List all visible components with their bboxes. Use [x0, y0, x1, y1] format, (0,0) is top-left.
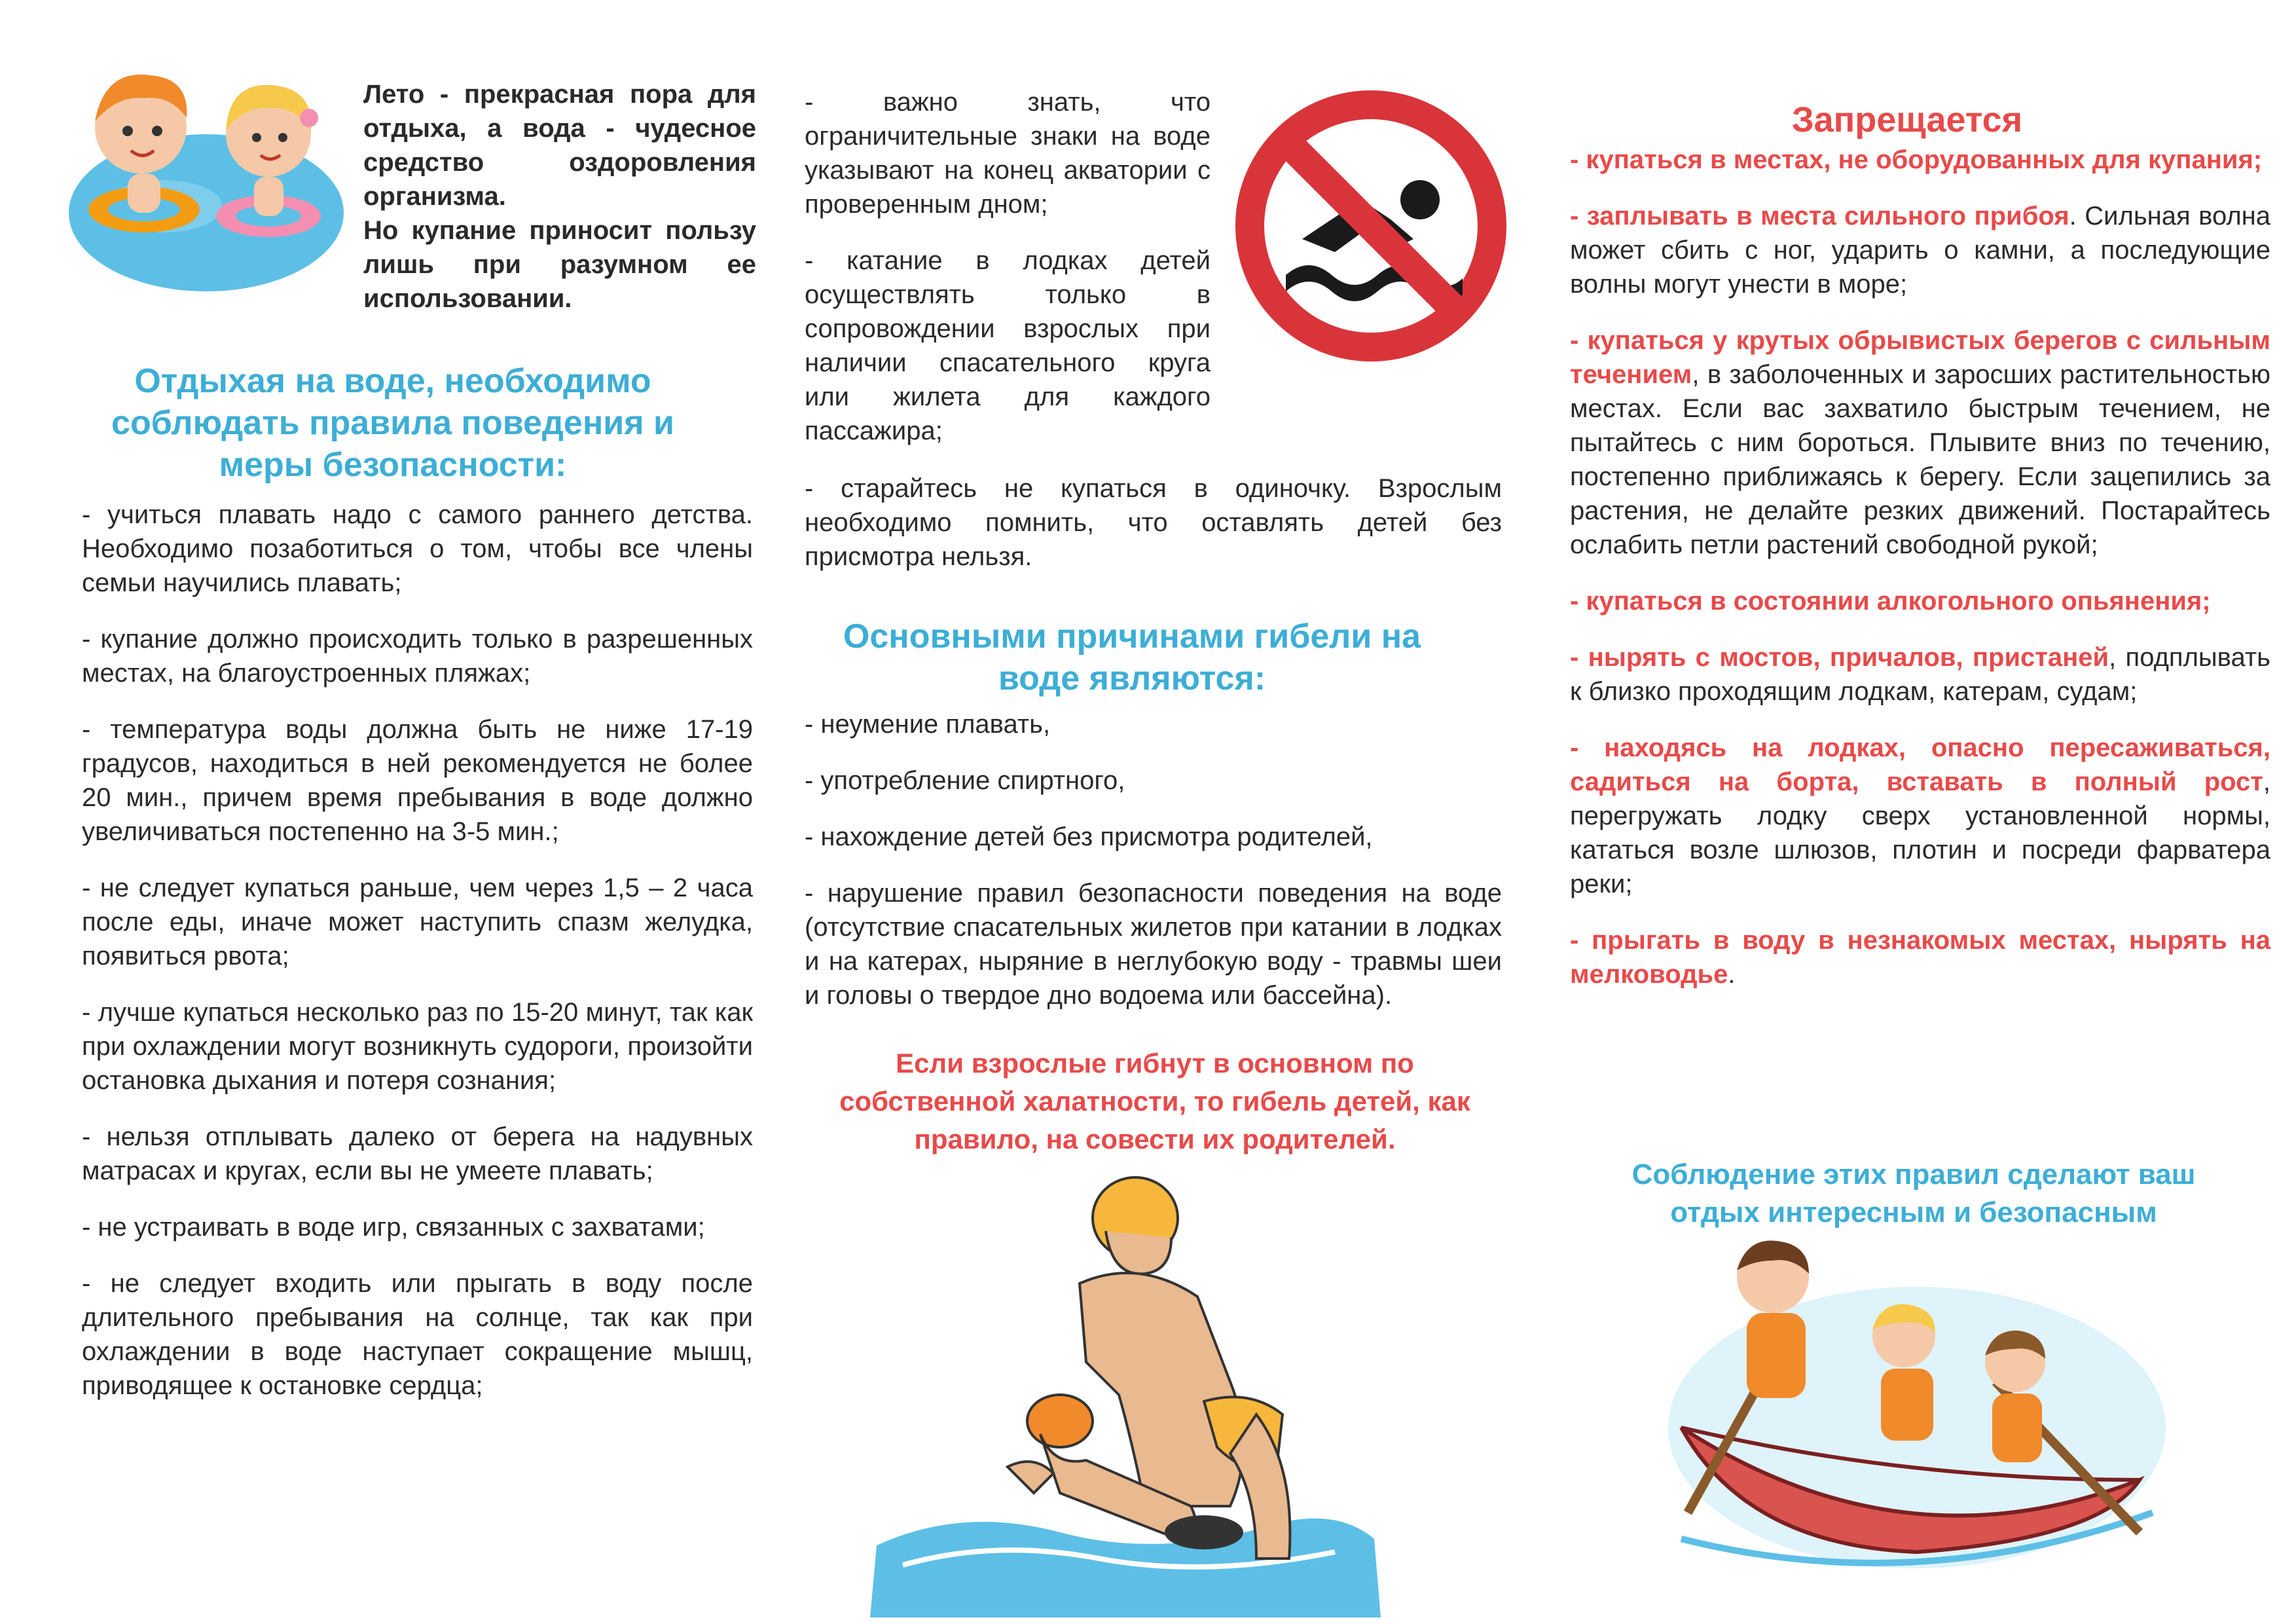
forbidden-item-red: - купаться в состоянии алкогольного опьянения; — [1570, 587, 2211, 616]
forbidden-item-rest: , перегружать лодку сверх установленной нормы, кататься возле шлюзов, плотин и посреди фарватера реки; — [1570, 767, 2270, 898]
alone-item: - старайтесь не купаться в одиночку. Взрослым необходимо помнить, что оставлять детей без присмотра нельзя. — [805, 474, 1502, 571]
no-swimming-sign-icon — [1230, 85, 1512, 367]
forbidden-heading: Запрещается — [1791, 100, 2023, 139]
middle-panel — [765, 0, 1531, 1624]
rule-item: - купание должно происходить только в разрешенных местах, на благоустроенных пляжах; — [82, 625, 753, 688]
cause-item: - нахождение детей без присмотра родителей, — [805, 822, 1373, 851]
forbidden-item — [1570, 199, 2270, 301]
forbidden-item — [1570, 584, 2270, 618]
forbidden-list — [1570, 143, 2270, 1014]
kids-boat-icon — [1642, 1231, 2179, 1585]
left-panel — [0, 0, 765, 1624]
rules-heading: Отдыхая на воде, необходимо соблюдать правила поведения и меры безопасности: — [111, 362, 674, 484]
warning-text: Если взрослые гибнут в основном по собственной халатности, то гибель детей, как правило, на совести их родителей. — [839, 1048, 1470, 1154]
forbidden-item-red: - заплывать в места сильного прибоя — [1570, 202, 2069, 231]
intro-text: Лето - прекрасная пора для отдыха, а вода - чудесное средство оздоровления организма. Но купание приносит пользу лишь при разумном ее использовании. — [363, 80, 756, 313]
right-panel — [1531, 0, 2296, 1624]
rule-item: - лучше купаться несколько раз по 15-20 минут, так как при охлаждении могут возникнуть судороги, произойти остановка дыхания и потеря сознания; — [82, 998, 753, 1095]
forbidden-item-red: - нырять с мостов, причалов, пристаней — [1570, 643, 2109, 672]
forbidden-item-rest: . Сильная волна может сбить с ног, ударить о камни, а последующие волны могут унести в море; — [1570, 202, 2270, 299]
causes-heading: Основными причинами гибели на воде являются: — [843, 618, 1421, 697]
forbidden-item — [1570, 143, 2270, 177]
rule-item: - температура воды должна быть не ниже 17-19 градусов, находиться в ней рекомендуется не более 20 мин., причем время пребывания в воде должно увеличиваться постепенно на 3-5 мин.; — [82, 715, 753, 846]
causes-list — [805, 707, 1502, 1012]
middle-item: - катание в лодках детей осуществлять только в сопровождении взрослых при наличии спасательного круга или жилета для каждого пассажира; — [805, 246, 1211, 445]
forbidden-item-red: - находясь на лодках, опасно пересаживаться, садиться на борта, вставать в полный рост — [1570, 733, 2270, 796]
forbidden-item — [1570, 923, 2270, 991]
cause-item: - неумение плавать, — [805, 710, 1051, 739]
middle-top-list — [805, 85, 1211, 470]
forbidden-item-rest: , подплывать к близко проходящим лодкам, катерам, судам; — [1570, 643, 2270, 706]
kids-swimming-icon — [65, 56, 347, 298]
forbidden-item — [1570, 640, 2270, 709]
forbidden-item-rest: . — [1728, 960, 1736, 989]
rule-item: - не следует купаться раньше, чем через 1,5 – 2 часа после еды, иначе может наступить спазм желудка, появиться рвота; — [82, 874, 753, 970]
rule-item: - не устраивать в воде игр, связанных с захватами; — [82, 1213, 705, 1242]
forbidden-item-red: - купаться у крутых обрывистых берегов с сильным течением — [1570, 326, 2270, 389]
middle-item: - важно знать, что ограничительные знаки на воде указывают на конец акватории с проверенным дном; — [805, 88, 1211, 219]
rules-list — [82, 498, 753, 1425]
closing-text: Соблюдение этих правил сделают ваш отдых интересным и безопасным — [1631, 1158, 2196, 1228]
forbidden-item — [1570, 731, 2270, 901]
lifeguard-rescue-icon — [864, 1166, 1387, 1617]
rule-item: - учиться плавать надо с самого раннего детства. Необходимо позаботиться о том, чтобы все члены семьи научились плавать; — [82, 500, 753, 597]
rule-item: - нельзя отплывать далеко от берега на надувных матрасах и кругах, если вы не умеете плавать; — [82, 1122, 753, 1185]
cause-item: - нарушение правил безопасности поведения на воде (отсутствие спасательных жилетов при катании в лодках и на катерах, ныряние в неглубокую воду - травмы шеи и головы о твердое дно водоема или бассейна). — [805, 879, 1502, 1010]
forbidden-item-rest: , в заболоченных и заросших растительностью местах. Если вас захватило быстрым течением, не пытайтесь с ним бороться. Плывите вниз по течению, постепенно приближаясь к берегу. Если зацепились за растения, не делайте резких движений. Постарайтесь ослабить петли растений свободной рукой; — [1570, 360, 2270, 559]
forbidden-item-red: - прыгать в воду в незнакомых местах, нырять на мелководье — [1570, 926, 2270, 989]
rule-item: - не следует входить или прыгать в воду после длительного пребывания на солнце, так как при охлаждении в воде наступает сокращение мышц, приводящее к остановке сердца; — [82, 1269, 753, 1400]
forbidden-item-red: - купаться в местах, не оборудованных для купания; — [1570, 145, 2263, 174]
cause-item: - употребление спиртного, — [805, 766, 1125, 795]
forbidden-item — [1570, 323, 2270, 562]
